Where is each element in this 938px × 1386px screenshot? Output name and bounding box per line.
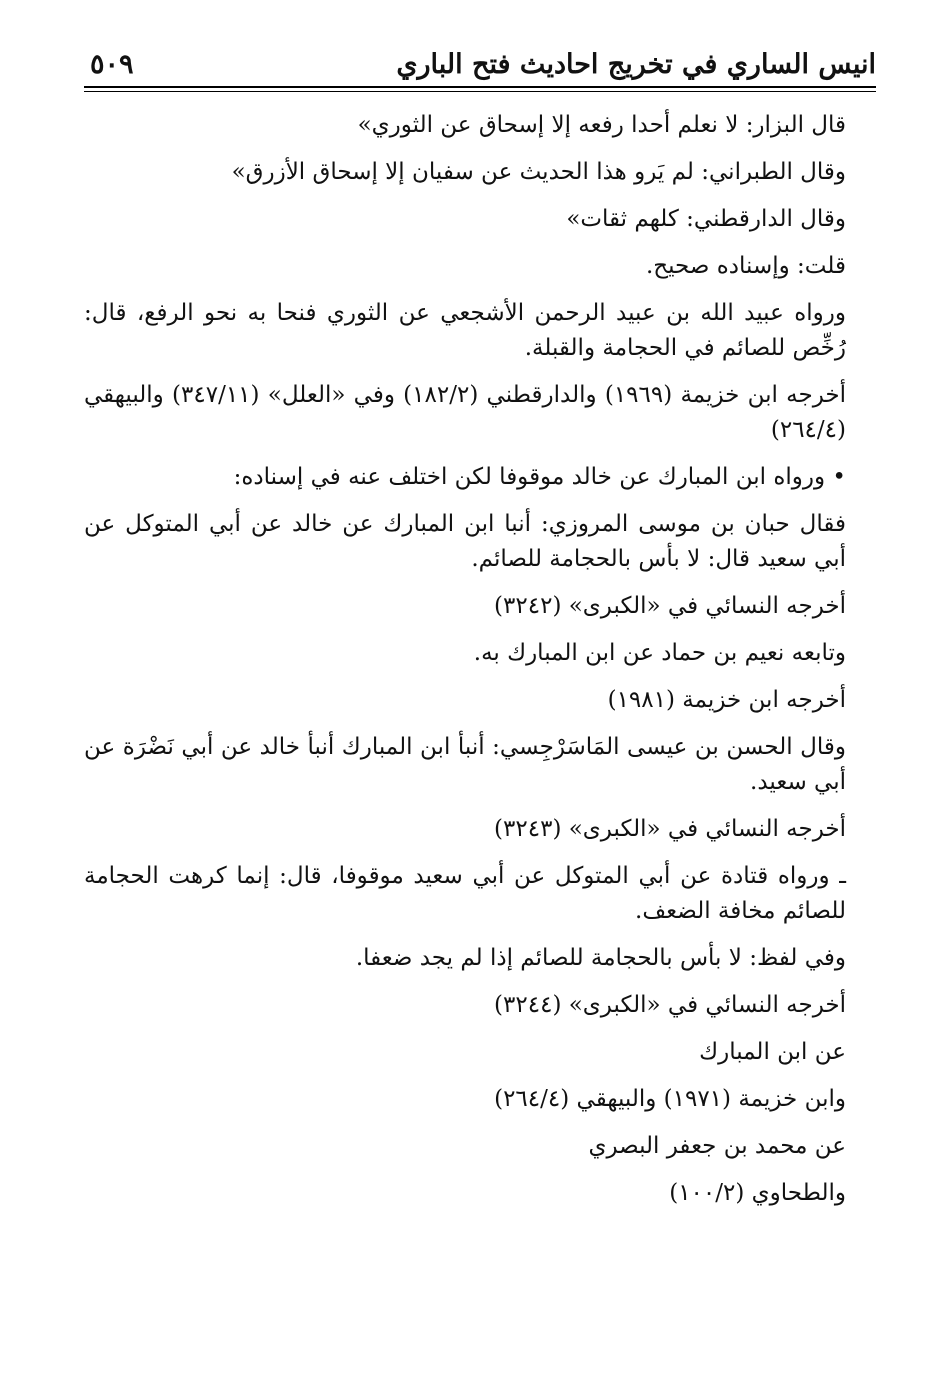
paragraph: وفي لفظ: لا بأس بالحجامة للصائم إذا لم يجد ضعفا.: [355, 945, 846, 971]
paragraph: وابن خزيمة (١٩٧١) والبيهقي (٢٦٤/٤): [494, 1086, 846, 1112]
page-body: [84, 108, 876, 1211]
header-rule-thick: [84, 86, 876, 88]
paragraph: فقال حبان بن موسى المروزي: أنبا ابن المبارك عن خالد عن أبي المتوكل عن أبي سعيد قال: لا بأس بالحجامة للصائم.: [84, 511, 846, 572]
paragraph: والطحاوي (١٠٠/٢): [669, 1180, 846, 1206]
paragraph: • ورواه ابن المبارك عن خالد موقوفا لكن اختلف عنه في إسناده:: [233, 464, 846, 490]
paragraph: ورواه عبيد الله بن عبيد الرحمن الأشجعي عن الثوري فنحا به نحو الرفع، قال: رُخِّص للصائم في الحجامة والقبلة.: [84, 300, 846, 361]
paragraph: قلت: وإسناده صحيح.: [645, 253, 846, 279]
page-number: ٥٠٩: [90, 49, 134, 80]
running-header: [84, 38, 876, 78]
paragraph: ـ ورواه قتادة عن أبي المتوكل عن أبي سعيد موقوفا، قال: إنما كرهت الحجامة للصائم مخافة الضعف.: [84, 863, 846, 924]
paragraph: وقال الدارقطني: كلهم ثقات»: [566, 206, 846, 232]
paragraph: عن محمد بن جعفر البصري: [588, 1133, 846, 1159]
paragraph: قال البزار: لا نعلم أحدا رفعه إلا إسحاق عن الثوري»: [357, 112, 846, 138]
paragraph: عن ابن المبارك: [699, 1039, 846, 1065]
header-rule-thin: [84, 91, 876, 92]
paragraph: أخرجه النسائي في «الكبرى» (٣٢٤٤): [494, 992, 846, 1018]
paragraph: أخرجه ابن خزيمة (١٩٦٩) والدارقطني (١٨٢/٢) وفي «العلل» (٣٤٧/١١) والبيهقي (٢٦٤/٤): [84, 382, 847, 443]
paragraph: وقال الحسن بن عيسى المَاسَرْجِسي: أنبأ ابن المبارك أنبأ خالد عن أبي نَضْرَة عن أبي سعيد.: [84, 734, 846, 795]
paragraph: أخرجه ابن خزيمة (١٩٨١): [607, 687, 846, 713]
paragraph: وقال الطبراني: لم يَرو هذا الحديث عن سفيان إلا إسحاق الأزرق»: [231, 159, 846, 185]
paragraph: وتابعه نعيم بن حماد عن ابن المبارك به.: [473, 640, 846, 666]
paragraph: أخرجه النسائي في «الكبرى» (٣٢٤٢): [494, 593, 846, 619]
book-title: انيس الساري في تخريج احاديث فتح الباري: [396, 49, 876, 80]
paragraph: أخرجه النسائي في «الكبرى» (٣٢٤٣): [494, 816, 846, 842]
